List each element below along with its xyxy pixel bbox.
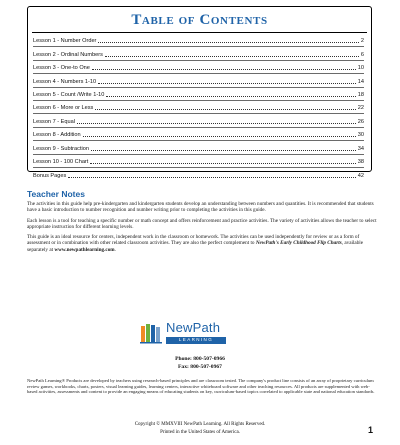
toc-entry-page: 30 [357, 132, 364, 139]
toc-entry-label: Lesson 1 - Number Order [33, 38, 97, 45]
teacher-notes-body [27, 201, 377, 257]
toc-entry-label: Lesson 6 - More or Less [33, 105, 94, 112]
toc-entry [33, 34, 364, 47]
page-number: 1 [368, 425, 374, 435]
table-of-contents [27, 6, 372, 180]
toc-divider [32, 32, 367, 33]
toc-entry [33, 114, 364, 127]
toc-entry [33, 88, 364, 101]
toc-entry [33, 128, 364, 141]
toc-entry-label: Lesson 7 - Equal [33, 118, 75, 125]
toc-entry-page: 26 [357, 118, 364, 125]
teacher-notes-paragraph-2: Each lesson is a tool for teaching a specific number or math concept and offers reinforcement and practice activities. The variety of activities allows the teacher to select appropriate instruction for different learning levels. [27, 217, 377, 230]
toc-entry [33, 61, 364, 74]
toc-leader-dots [95, 109, 355, 110]
toc-entry-page: 18 [357, 91, 364, 98]
fax-number: Fax: 800-507-0967 [178, 364, 222, 370]
toc-leader-dots [98, 42, 358, 43]
toc-entry-label: Lesson 10 - 100 Chart [33, 158, 89, 165]
logo-wordmark: NewPath [166, 320, 221, 335]
teacher-notes-paragraph-1: The activities in this guide help pre-kindergarten and kindergarten students develop an understanding between numbers and quantities. It is recommended that students have a basic introduction to number recognition and number writing prior to completing the activities in this guide. [27, 201, 374, 214]
copyright: Copyright © MMXVIII NewPath Learning. All Rights Reserved. [134, 422, 266, 427]
toc-leader-dots [91, 150, 356, 151]
toc-leader-dots [77, 123, 356, 124]
company-description: NewPath Learning® Products are developed by teachers using research-based principles and are classroom tested. The company's product line consists of an array of proprietary curriculum review games, workbooks, charts, posters, visual learning guides, learning centers, interactive whiteboard software and other teaching resources. All products are supplemented with web-based activities, assessments and content to provide an engaging means of educating students on key, curriculum-based topics correlated to applicable state and national education standards. [27, 378, 375, 395]
toc-entry-page: 10 [357, 65, 364, 72]
logo-subtitle: LEARNING [166, 337, 226, 344]
teacher-notes-title: Teacher Notes [27, 189, 85, 199]
toc-entry-label: Lesson 9 - Subtraction [33, 145, 89, 152]
toc-entry-label: Bonus Pages [33, 173, 67, 180]
toc-entry [33, 74, 364, 87]
toc-entry-label: Lesson 2 - Ordinal Numbers [33, 51, 103, 58]
toc-entry-page: 42 [357, 173, 364, 180]
flip-charts-title: NewPath's Early Childhood Flip Charts [255, 240, 342, 247]
toc-entry [33, 47, 364, 60]
toc-entry-label: Lesson 8 - Addition [33, 132, 81, 139]
toc-leader-dots [83, 136, 356, 137]
toc-entry-label: Lesson 4 - Numbers 1-10 [33, 78, 97, 85]
book-icon [140, 322, 162, 344]
toc-entry-page: 6 [360, 51, 364, 58]
toc-leader-dots [92, 69, 356, 70]
toc-entry-page: 34 [357, 145, 364, 152]
toc-entry [33, 155, 364, 168]
paragraph-3-text-a: This guide is an ideal resource for centers, independent work in the classroom or homework. The activities can be used independently for review or as a form of assessment or in combination with other related classroom activities. They are also the perfect complement to [27, 234, 360, 247]
toc-leader-dots [98, 83, 356, 84]
toc-entry-page: 2 [360, 38, 364, 45]
toc-entry-label: Lesson 5 - Count /Write 1-10 [33, 91, 105, 98]
toc-title: Table of Contents [131, 12, 268, 28]
toc-leader-dots [90, 163, 355, 164]
toc-list [33, 34, 364, 181]
toc-leader-dots [106, 96, 355, 97]
toc-leader-dots [105, 56, 359, 57]
toc-leader-dots [68, 177, 355, 178]
printed-in: Printed in the United States of America. [160, 430, 240, 435]
toc-entry [33, 101, 364, 114]
paragraph-3-text-c: , available separately at [27, 240, 364, 253]
toc-entry [33, 168, 364, 181]
phone-number: Phone: 800-507-0966 [175, 356, 225, 362]
toc-entry [33, 141, 364, 154]
toc-entry-label: Lesson 3 - One-to One [33, 65, 90, 72]
paragraph-3-text-e: . [114, 246, 116, 253]
newpath-logo [140, 320, 260, 350]
toc-entry-page: 22 [357, 105, 364, 112]
teacher-notes-paragraph-3 [27, 234, 377, 253]
website-link[interactable]: www.newpathlearning.com [54, 246, 115, 253]
toc-entry-page: 38 [357, 158, 364, 165]
toc-entry-page: 14 [357, 78, 364, 85]
